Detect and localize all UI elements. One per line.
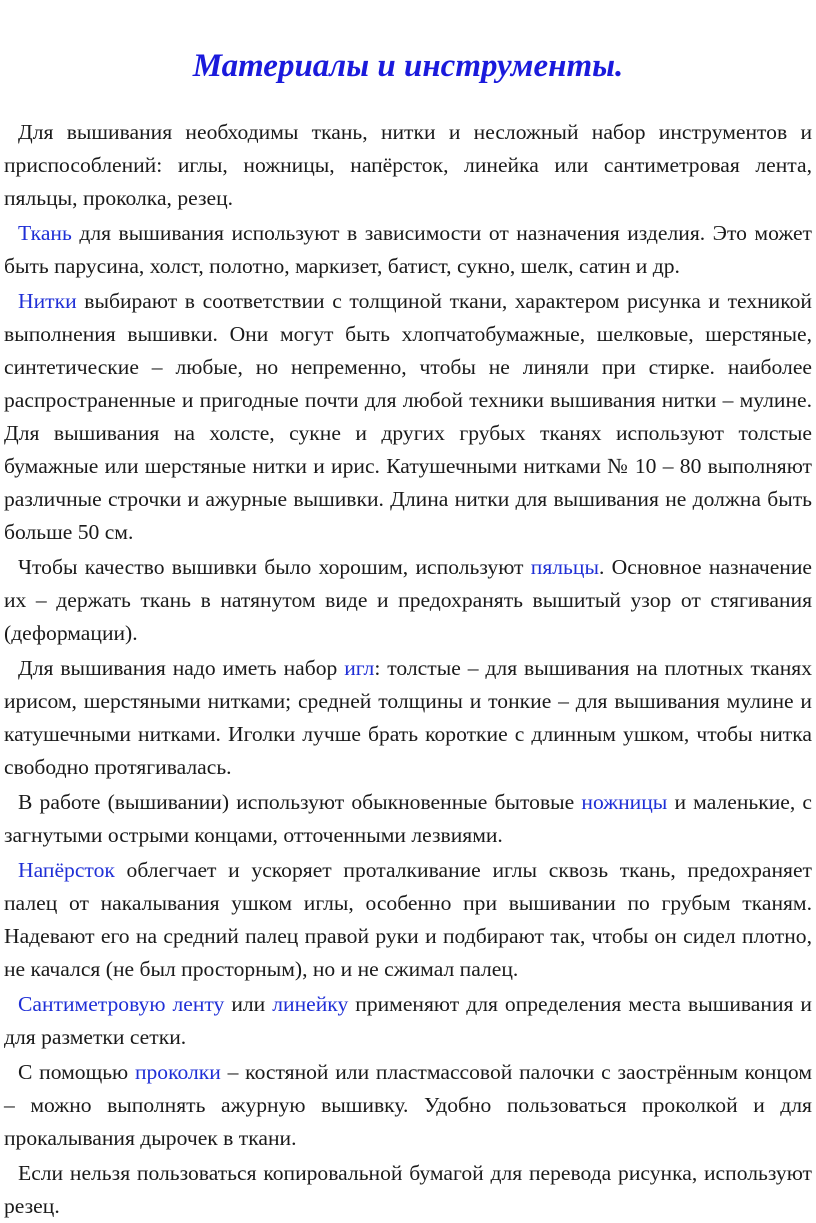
paragraph — [4, 1056, 812, 1155]
paragraph — [4, 786, 812, 852]
highlighted-term: Сантиметровую ленту — [18, 992, 225, 1016]
paragraph-text: выбирают в соответствии с толщиной ткани, характером рисунка и техникой выполнения вышивки. Они могут быть хлопчатобумажные, шелковые, шерстяные, синтетические – любые, но непременно, чтобы не линяли при стирке. наиболее распространенные и пригодные почти для любой техники вышивания нитки – мулине. Для вышивания на холсте, сукне и других грубых тканях используют толстые бумажные или шерстяные нитки и ирис. Катушечными нитками № 10 – 80 выполняют различные строчки и ажурные вышивки. Длина нитки для вышивания не должна быть больше 50 см. — [4, 289, 812, 544]
paragraph-text: Чтобы качество вышивки было хорошим, используют — [18, 555, 531, 579]
paragraph-text: С помощью — [18, 1060, 135, 1084]
paragraph — [4, 285, 812, 549]
paragraph — [4, 854, 812, 986]
paragraph-text: – костяной или пластмассовой палочки с заострённым концом – можно выполнять ажурную вышивку. Удобно пользоваться проколкой и для прокалывания дырочек в ткани. — [4, 1060, 812, 1150]
highlighted-term: ножницы — [581, 790, 668, 814]
paragraph-text: Если нельзя пользоваться копировальной бумагой для перевода рисунка, используют резец. — [4, 1161, 812, 1218]
paragraph — [4, 988, 812, 1054]
paragraph-text: или — [224, 992, 273, 1016]
paragraph-text: В работе (вышивании) используют обыкновенные бытовые — [18, 790, 582, 814]
paragraph-text: Для вышивания надо иметь набор — [18, 656, 345, 680]
highlighted-term: Ткань — [18, 221, 72, 245]
paragraph-text: Для вышивания необходимы ткань, нитки и несложный набор инструментов и приспособлений: иглы, ножницы, напёрсток, линейка или сантиметровая лента, пяльцы, проколка, резец. — [4, 120, 812, 210]
paragraph-text: . Основное назначение их – держать ткань в натянутом виде и предохранять вышитый узор от стягивания (деформации). — [4, 555, 812, 645]
highlighted-term: игл — [344, 656, 375, 680]
paragraph — [4, 551, 812, 650]
paragraph-text: и маленькие, с загнутыми острыми концами, отточенными лезвиями. — [4, 790, 813, 847]
page-title: Материалы и инструменты. — [192, 48, 624, 84]
paragraph-text: применяют для определения места вышивания и для разметки сетки. — [4, 992, 812, 1049]
paragraph-text: облегчает и ускоряет проталкивание иглы сквозь ткань, предохраняет палец от накалывания ушком иглы, особенно при вышивании по грубым тканям. Надевают его на средний палец правой руки и подбирают так, чтобы он сидел плотно, не качался (не был просторным), но и не сжимал палец. — [4, 858, 812, 981]
paragraph-text: : толстые – для вышивания на плотных тканях ирисом, шерстяными нитками; средней толщины и тонкие – для вышивания мулине и катушечными нитками. Иголки лучше брать короткие с длинным ушком, чтобы нитка свободно протягивалась. — [4, 656, 812, 779]
paragraph — [4, 652, 812, 784]
highlighted-term: Напёрсток — [18, 858, 115, 882]
highlighted-term: проколки — [134, 1060, 221, 1084]
document-body — [4, 116, 812, 1223]
paragraph-text: для вышивания используют в зависимости от назначения изделия. Это может быть парусина, холст, полотно, маркизет, батист, сукно, шелк, сатин и др. — [4, 221, 812, 278]
highlighted-term: пяльцы — [530, 555, 599, 579]
highlighted-term: Нитки — [18, 289, 77, 313]
paragraph — [4, 217, 812, 283]
highlighted-term: линейку — [272, 992, 349, 1016]
paragraph — [4, 1157, 812, 1223]
paragraph — [4, 116, 812, 215]
